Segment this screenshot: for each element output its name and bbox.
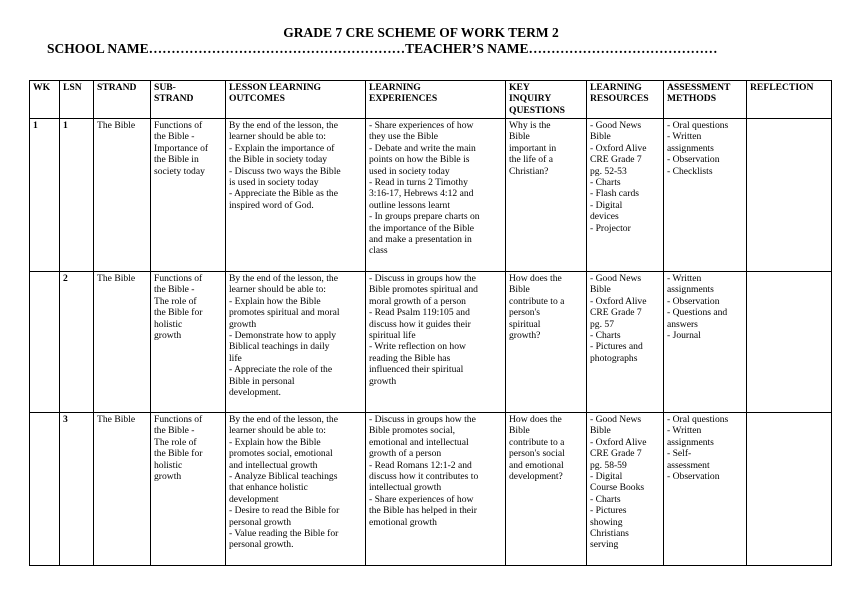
cell-text-line: KEY bbox=[509, 82, 530, 93]
cell-text-line: the Bible has helped in their bbox=[369, 505, 477, 517]
cell-key-inquiry-questions bbox=[506, 119, 587, 272]
cell-text-line: - Discuss in groups how the bbox=[369, 414, 476, 425]
cell-strand bbox=[94, 413, 151, 566]
cell-learning-resources bbox=[587, 272, 664, 413]
cell-text-line: the Bible - bbox=[154, 284, 195, 296]
cell-text-line: QUESTIONS bbox=[509, 104, 565, 116]
cell-text-line: - Value reading the Bible for bbox=[229, 528, 339, 540]
cell-text-line: - Charts bbox=[590, 330, 621, 342]
cell-text-line: they use the Bible bbox=[369, 131, 439, 143]
cell-learning-outcomes bbox=[226, 272, 366, 413]
cell-text-line: the Bible - bbox=[154, 131, 195, 143]
cell-text-line: - Questions and bbox=[667, 307, 728, 319]
cell-text-line: Course Books bbox=[590, 482, 645, 494]
cell-text-line: By the end of the lesson, the bbox=[229, 120, 338, 131]
cell-learning-experiences bbox=[366, 272, 506, 413]
cell-text-line: SUB- bbox=[154, 82, 176, 93]
cell-text-line: STRAND bbox=[97, 82, 137, 93]
cell-text-line: showing bbox=[590, 516, 623, 528]
cell-text-line: - Good News bbox=[590, 120, 642, 131]
column-header-learning-outcomes bbox=[226, 81, 366, 119]
cell-text-line: LEARNING bbox=[369, 82, 421, 93]
cell-text-line: STRAND bbox=[154, 93, 194, 105]
cell-text-line: Bible bbox=[509, 425, 530, 437]
cell-text-line: important in bbox=[509, 142, 557, 154]
cell-text-line: - Discuss in groups how the bbox=[369, 273, 476, 284]
cell-text-line: - Oxford Alive bbox=[590, 436, 647, 448]
cell-text-line: - Oral questions bbox=[667, 414, 729, 425]
cell-text-line: CRE Grade 7 bbox=[590, 307, 642, 319]
cell-text-line: life bbox=[229, 352, 242, 364]
cell-wk bbox=[30, 119, 60, 272]
cell-text-line: pg. 57 bbox=[590, 318, 614, 330]
cell-reflection bbox=[747, 413, 832, 566]
cell-text-line: WK bbox=[33, 82, 51, 93]
cell-learning-outcomes bbox=[226, 119, 366, 272]
cell-text-line: 2 bbox=[63, 273, 68, 284]
cell-text-line: The role of bbox=[154, 295, 197, 307]
cell-text-line: learner should be able to: bbox=[229, 131, 326, 143]
cell-text-line: - Explain how the Bible bbox=[229, 436, 321, 448]
cell-text-line: growth bbox=[154, 471, 182, 483]
cell-learning-outcomes bbox=[226, 413, 366, 566]
cell-text-line: LESSON LEARNING bbox=[229, 82, 321, 93]
cell-text-line: development bbox=[229, 493, 279, 505]
cell-text-line: - Charts bbox=[590, 177, 621, 189]
cell-text-line: - Appreciate the Bible as the bbox=[229, 188, 338, 200]
cell-text-line: - Digital bbox=[590, 471, 623, 483]
cell-text-line: Biblical teachings in daily bbox=[229, 341, 330, 353]
cell-text-line: and make a presentation in bbox=[369, 234, 472, 246]
cell-text-line: - Analyze Biblical teachings bbox=[229, 471, 338, 483]
cell-text-line: promotes social, emotional bbox=[229, 448, 333, 460]
cell-text-line: How does the bbox=[509, 273, 562, 284]
cell-text-line: spiritual bbox=[509, 318, 541, 330]
cell-text-line: moral growth of a person bbox=[369, 295, 466, 307]
cell-text-line: Functions of bbox=[154, 414, 203, 425]
cell-text-line: Bible bbox=[590, 131, 611, 143]
cell-learning-resources bbox=[587, 119, 664, 272]
cell-text-line: - Share experiences of how bbox=[369, 120, 474, 131]
cell-text-line: learner should be able to: bbox=[229, 284, 326, 296]
cell-strand bbox=[94, 272, 151, 413]
cell-text-line: - Discuss two ways the Bible bbox=[229, 165, 341, 177]
cell-text-line: promotes spiritual and moral bbox=[229, 307, 340, 319]
cell-strand bbox=[94, 119, 151, 272]
cell-text-line: spiritual life bbox=[369, 330, 416, 342]
cell-lsn bbox=[60, 413, 94, 566]
cell-text-line: Bible bbox=[590, 425, 611, 437]
cell-text-line: - Desire to read the Bible for bbox=[229, 505, 340, 517]
cell-text-line: holistic bbox=[154, 459, 183, 471]
cell-text-line: person's social bbox=[509, 448, 565, 460]
cell-text-line: 3 bbox=[63, 414, 68, 425]
cell-text-line: - Read in turns 2 Timothy bbox=[369, 177, 468, 189]
cell-text-line: METHODS bbox=[667, 93, 717, 105]
cell-text-line: - Appreciate the role of the bbox=[229, 364, 333, 376]
cell-text-line: the Bible in bbox=[154, 154, 199, 166]
cell-text-line: influenced their spiritual bbox=[369, 364, 464, 376]
cell-text-line: Christians bbox=[590, 528, 629, 540]
cell-text-line: - Written bbox=[667, 273, 702, 284]
cell-text-line: growth bbox=[369, 375, 397, 387]
cell-text-line: inspired word of God. bbox=[229, 199, 314, 211]
cell-text-line: - Pictures bbox=[590, 505, 627, 517]
cell-text-line: - Oxford Alive bbox=[590, 142, 647, 154]
cell-text-line: Importance of bbox=[154, 142, 209, 154]
cell-text-line: Christian? bbox=[509, 165, 549, 177]
cell-text-line: - Self- bbox=[667, 448, 692, 460]
cell-text-line: ASSESSMENT bbox=[667, 82, 731, 93]
cell-text-line: Bible bbox=[509, 284, 530, 296]
cell-text-line: growth? bbox=[509, 330, 541, 342]
column-header-strand bbox=[94, 81, 151, 119]
cell-text-line: - Pictures and bbox=[590, 341, 643, 353]
cell-text-line: serving bbox=[590, 539, 619, 551]
table-row bbox=[30, 119, 832, 272]
table-row bbox=[30, 413, 832, 566]
cell-text-line: the Bible - bbox=[154, 425, 195, 437]
cell-text-line: - Explain how the Bible bbox=[229, 295, 321, 307]
cell-text-line: By the end of the lesson, the bbox=[229, 414, 338, 425]
cell-text-line: The Bible bbox=[97, 120, 136, 131]
cell-text-line: growth bbox=[229, 318, 257, 330]
cell-assessment-methods bbox=[664, 272, 747, 413]
cell-text-line: the importance of the Bible bbox=[369, 222, 474, 234]
cell-text-line: the Bible for bbox=[154, 307, 203, 319]
cell-text-line: - Good News bbox=[590, 414, 642, 425]
cell-text-line: assignments bbox=[667, 142, 714, 154]
cell-text-line: person's bbox=[509, 307, 541, 319]
column-header-key-inquiry-questions bbox=[506, 81, 587, 119]
cell-text-line: - Demonstrate how to apply bbox=[229, 330, 337, 342]
cell-reflection bbox=[747, 119, 832, 272]
cell-text-line: the Bible for bbox=[154, 448, 203, 460]
cell-text-line: Bible bbox=[509, 131, 530, 143]
cell-text-line: answers bbox=[667, 318, 698, 330]
cell-text-line: - Oxford Alive bbox=[590, 295, 647, 307]
cell-text-line: is used in society today bbox=[229, 177, 319, 189]
cell-text-line: devices bbox=[590, 211, 619, 223]
cell-lsn bbox=[60, 119, 94, 272]
cell-text-line: assignments bbox=[667, 284, 714, 296]
cell-reflection bbox=[747, 272, 832, 413]
cell-text-line: CRE Grade 7 bbox=[590, 448, 642, 460]
cell-text-line: development. bbox=[229, 387, 281, 399]
cell-text-line: the life of a bbox=[509, 154, 553, 166]
cell-text-line: assessment bbox=[667, 459, 710, 471]
cell-learning-resources bbox=[587, 413, 664, 566]
cell-assessment-methods bbox=[664, 119, 747, 272]
cell-sub-strand bbox=[151, 272, 226, 413]
cell-text-line: 1 bbox=[33, 120, 38, 131]
cell-text-line: personal growth. bbox=[229, 539, 294, 551]
cell-text-line: - Good News bbox=[590, 273, 642, 284]
table-row bbox=[30, 272, 832, 413]
column-header-lsn bbox=[60, 81, 94, 119]
cell-text-line: growth of a person bbox=[369, 448, 442, 460]
cell-text-line: pg. 58-59 bbox=[590, 459, 627, 471]
cell-text-line: outline lessons learnt bbox=[369, 199, 450, 211]
cell-text-line: emotional growth bbox=[369, 516, 437, 528]
cell-text-line: - Observation bbox=[667, 154, 720, 166]
cell-text-line: and emotional bbox=[509, 459, 564, 471]
cell-text-line: LEARNING bbox=[590, 82, 642, 93]
cell-text-line: - Observation bbox=[667, 471, 720, 483]
cell-text-line: Bible promotes spiritual and bbox=[369, 284, 478, 296]
cell-text-line: discuss how it guides their bbox=[369, 318, 471, 330]
cell-text-line: The Bible bbox=[97, 273, 136, 284]
cell-text-line: - Projector bbox=[590, 222, 631, 234]
school-teacher-name-line: SCHOOL NAME…………………………………………………TEACHER’S NAME…………………………………… bbox=[47, 41, 718, 56]
cell-sub-strand bbox=[151, 413, 226, 566]
column-header-assessment-methods bbox=[664, 81, 747, 119]
cell-text-line: REFLECTION bbox=[750, 82, 814, 93]
cell-text-line: contribute to a bbox=[509, 436, 565, 448]
cell-text-line: and intellectual growth bbox=[229, 459, 318, 471]
cell-text-line: How does the bbox=[509, 414, 562, 425]
cell-text-line: assignments bbox=[667, 436, 714, 448]
cell-text-line: CRE Grade 7 bbox=[590, 154, 642, 166]
column-header-sub-strand bbox=[151, 81, 226, 119]
cell-text-line: OUTCOMES bbox=[229, 93, 285, 105]
cell-text-line: Bible in personal bbox=[229, 375, 295, 387]
cell-text-line: discuss how it contributes to bbox=[369, 471, 479, 483]
cell-text-line: growth bbox=[154, 330, 182, 342]
cell-text-line: Functions of bbox=[154, 273, 203, 284]
cell-text-line: - Flash cards bbox=[590, 188, 640, 200]
column-header-reflection bbox=[747, 81, 832, 119]
document-title: GRADE 7 CRE SCHEME OF WORK TERM 2 bbox=[283, 25, 559, 40]
cell-text-line: LSN bbox=[63, 82, 82, 93]
cell-text-line: - Debate and write the main bbox=[369, 142, 476, 154]
cell-text-line: - Read Psalm 119:105 and bbox=[369, 307, 470, 319]
cell-text-line: INQUIRY bbox=[509, 93, 552, 105]
cell-text-line: - Share experiences of how bbox=[369, 493, 474, 505]
table-header-row bbox=[30, 81, 832, 119]
cell-wk bbox=[30, 413, 60, 566]
cell-text-line: - Observation bbox=[667, 295, 720, 307]
cell-text-line: society today bbox=[154, 165, 205, 177]
cell-text-line: development? bbox=[509, 471, 563, 483]
cell-wk bbox=[30, 272, 60, 413]
cell-text-line: - Charts bbox=[590, 493, 621, 505]
column-header-learning-resources bbox=[587, 81, 664, 119]
cell-text-line: the Bible in society today bbox=[229, 154, 328, 166]
cell-text-line: - Read Romans 12:1-2 and bbox=[369, 459, 472, 471]
cell-text-line: 3:16-17, Hebrews 4:12 and bbox=[369, 188, 474, 200]
cell-text-line: - Digital bbox=[590, 199, 623, 211]
cell-text-line: - Journal bbox=[667, 330, 701, 342]
cell-text-line: photographs bbox=[590, 352, 638, 364]
cell-text-line: - Written bbox=[667, 425, 702, 437]
cell-text-line: holistic bbox=[154, 318, 183, 330]
scheme-of-work-table bbox=[29, 80, 832, 566]
cell-text-line: learner should be able to: bbox=[229, 425, 326, 437]
cell-text-line: - Explain the importance of bbox=[229, 142, 335, 154]
cell-text-line: - In groups prepare charts on bbox=[369, 211, 480, 223]
cell-text-line: By the end of the lesson, the bbox=[229, 273, 338, 284]
cell-text-line: Why is the bbox=[509, 120, 551, 131]
cell-text-line: - Checklists bbox=[667, 165, 713, 177]
cell-text-line: class bbox=[369, 245, 388, 257]
cell-assessment-methods bbox=[664, 413, 747, 566]
cell-text-line: points on how the Bible is bbox=[369, 154, 470, 166]
cell-key-inquiry-questions bbox=[506, 272, 587, 413]
cell-text-line: Bible bbox=[590, 284, 611, 296]
cell-text-line: 1 bbox=[63, 120, 68, 131]
cell-text-line: intellectual growth bbox=[369, 482, 442, 494]
cell-learning-experiences bbox=[366, 413, 506, 566]
cell-lsn bbox=[60, 272, 94, 413]
cell-text-line: The role of bbox=[154, 436, 197, 448]
cell-text-line: contribute to a bbox=[509, 295, 565, 307]
cell-text-line: personal growth bbox=[229, 516, 292, 528]
cell-text-line: Functions of bbox=[154, 120, 203, 131]
cell-learning-experiences bbox=[366, 119, 506, 272]
column-header-learning-experiences bbox=[366, 81, 506, 119]
cell-text-line: pg. 52-53 bbox=[590, 165, 627, 177]
cell-text-line: - Written bbox=[667, 131, 702, 143]
column-header-wk bbox=[30, 81, 60, 119]
cell-text-line: EXPERIENCES bbox=[369, 93, 438, 105]
cell-text-line: - Write reflection on how bbox=[369, 341, 466, 353]
cell-text-line: reading the Bible has bbox=[369, 352, 451, 364]
cell-text-line: Bible promotes social, bbox=[369, 425, 456, 437]
cell-text-line: that enhance holistic bbox=[229, 482, 308, 494]
cell-sub-strand bbox=[151, 119, 226, 272]
cell-text-line: RESOURCES bbox=[590, 93, 649, 105]
cell-text-line: emotional and intellectual bbox=[369, 436, 469, 448]
cell-text-line: used in society today bbox=[369, 165, 450, 177]
cell-key-inquiry-questions bbox=[506, 413, 587, 566]
cell-text-line: The Bible bbox=[97, 414, 136, 425]
cell-text-line: - Oral questions bbox=[667, 120, 729, 131]
